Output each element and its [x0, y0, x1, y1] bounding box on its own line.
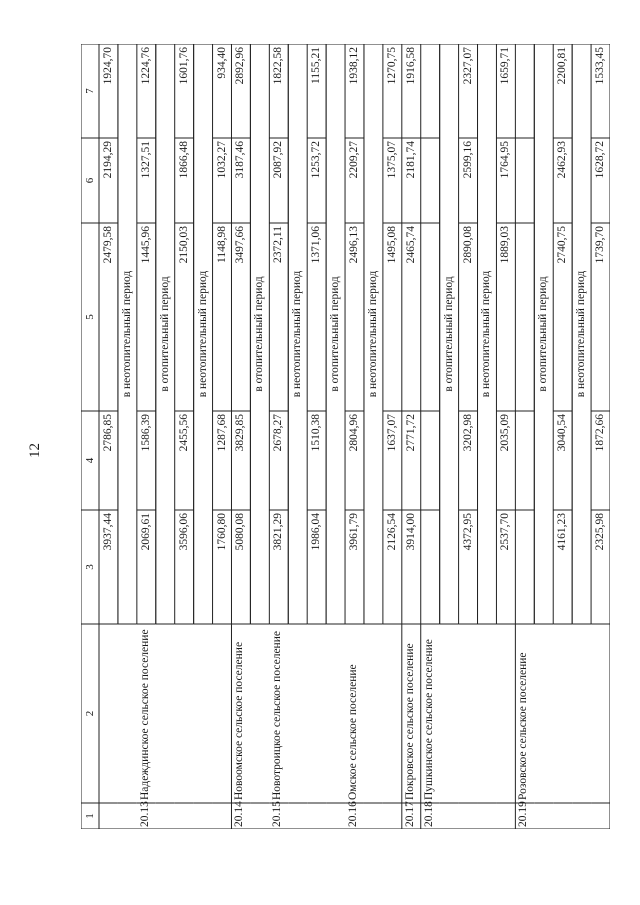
section-number: 20.13 [138, 801, 151, 827]
value-cell-col5: 1371,06 [310, 226, 323, 264]
settlement-name: Новоомское сельское поселение [233, 641, 246, 800]
value-cell-col4: 2804,96 [348, 414, 360, 452]
value-cell-col3: 3937,44 [101, 513, 114, 551]
settlement-name: Новотроицкое сельское поселение [271, 631, 284, 800]
settlement-name: Надеждинское сельское поселение [138, 629, 151, 800]
value-cell-col6: 2194,29 [101, 141, 114, 179]
page-number: 12 [27, 443, 43, 458]
settlement-name: Покровское сельское поселение [403, 643, 416, 800]
section-number: 20.17 [403, 801, 416, 827]
value-cell-col3: 4372,95 [461, 513, 474, 551]
value-cell-col5: 2479,58 [101, 226, 114, 264]
section-number: 20.19 [517, 801, 530, 827]
value-cell-col7: 934,40 [215, 47, 228, 79]
value-cell-col3: 3596,06 [177, 513, 190, 551]
value-cell-col6: 1253,72 [310, 141, 323, 179]
settlement-name: Розовское сельское поселение [517, 652, 530, 800]
header-cell-2: 2 [84, 710, 96, 717]
value-cell-col6: 1375,07 [385, 141, 398, 179]
value-cell-col5: 1495,08 [385, 226, 398, 264]
value-cell-col7: 1916,58 [404, 47, 417, 85]
value-cell-col4: 2771,72 [404, 414, 417, 452]
period-label: в неотопительный период [366, 270, 379, 398]
value-cell-col7: 1224,76 [139, 47, 152, 85]
value-cell-col7: 1601,76 [177, 47, 190, 85]
header-cell-3: 3 [84, 564, 96, 570]
value-cell-col7: 2327,07 [461, 47, 474, 85]
value-cell-col4: 1586,39 [139, 414, 152, 452]
header-cell-6: 6 [84, 177, 96, 184]
value-cell-col4: 2678,27 [272, 414, 285, 452]
value-cell-col3: 1760,80 [215, 513, 228, 551]
value-cell-col4: 2786,85 [101, 414, 114, 452]
value-cell-col4: 1637,07 [385, 414, 398, 452]
value-cell-col7: 1533,45 [594, 47, 607, 85]
value-cell-col7: 1270,75 [385, 47, 398, 85]
value-cell-col6: 2599,16 [461, 141, 474, 179]
header-cell-1: 1 [84, 813, 96, 819]
value-cell-col3: 2325,98 [594, 513, 607, 551]
header-cell-4: 4 [84, 457, 96, 464]
header-cell-7: 7 [84, 88, 96, 94]
period-label: в отопительный период [442, 276, 455, 392]
value-cell-col5: 2496,13 [348, 226, 360, 264]
value-cell-col3: 2537,70 [499, 513, 512, 551]
value-cell-col3: 2069,61 [139, 513, 152, 551]
value-cell-col4: 1510,38 [310, 414, 323, 452]
value-cell-col3: 1986,04 [310, 513, 323, 551]
value-cell-col5: 2465,74 [404, 226, 417, 264]
value-cell-col5: 1148,98 [215, 226, 228, 263]
value-cell-col5: 3497,66 [234, 226, 247, 264]
period-label: в неотопительный период [575, 270, 588, 398]
settlement-name: Пушкинское сельское поселение [422, 639, 435, 800]
period-label: в отопительный период [158, 276, 171, 392]
value-cell-col7: 2200,81 [556, 47, 569, 85]
value-cell-col3: 3821,29 [272, 513, 285, 551]
value-cell-col7: 1822,58 [272, 47, 285, 85]
period-label: в неотопительный период [196, 270, 209, 398]
value-cell-col3: 3914,00 [404, 513, 417, 551]
value-cell-col4: 3040,54 [556, 414, 569, 452]
value-cell-col6: 1866,48 [177, 141, 190, 179]
value-cell-col5: 1445,96 [139, 226, 152, 264]
value-cell-col5: 1739,70 [594, 226, 607, 264]
period-label: в отопительный период [537, 276, 550, 392]
value-cell-col6: 2462,93 [556, 141, 569, 179]
value-cell-col4: 3202,98 [461, 414, 474, 452]
value-cell-col3: 4161,23 [556, 513, 569, 551]
value-cell-col4: 3829,85 [234, 414, 247, 452]
value-cell-col6: 2087,92 [272, 141, 285, 179]
value-cell-col5: 1889,03 [499, 226, 512, 264]
rotated-page-area [81, 44, 610, 829]
value-cell-col4: 2035,09 [499, 414, 512, 452]
value-cell-col6: 1628,72 [594, 141, 607, 179]
value-cell-col3: 5080,08 [234, 513, 247, 551]
value-cell-col7: 1155,21 [310, 47, 323, 84]
period-label: в отопительный период [253, 276, 266, 392]
period-label: в неотопительный период [480, 270, 493, 398]
value-cell-col6: 3187,46 [234, 141, 247, 179]
tariff-table [81, 44, 610, 829]
period-label: в неотопительный период [120, 270, 133, 398]
value-cell-col7: 1659,71 [499, 47, 512, 85]
header-cell-5: 5 [84, 314, 96, 320]
period-label: в отопительный период [329, 276, 342, 392]
value-cell-col7: 2892,96 [234, 47, 247, 85]
value-cell-col3: 3961,79 [348, 513, 360, 551]
value-cell-col6: 1764,95 [499, 141, 512, 179]
value-cell-col4: 2455,56 [177, 414, 190, 452]
value-cell-col5: 2890,08 [461, 226, 474, 264]
value-cell-col5: 2150,03 [177, 226, 190, 264]
value-cell-col4: 1287,68 [215, 414, 228, 452]
value-cell-col6: 2209,27 [348, 141, 360, 179]
value-cell-col4: 1872,66 [594, 414, 607, 452]
settlement-name: Омское сельское поселение [347, 664, 360, 800]
value-cell-col7: 1938,12 [348, 47, 360, 85]
period-label: в неотопительный период [291, 270, 304, 398]
value-cell-col6: 2181,74 [404, 141, 417, 179]
section-number: 20.18 [422, 801, 435, 827]
section-number: 20.14 [233, 801, 246, 827]
value-cell-col6: 1032,27 [215, 141, 228, 179]
value-cell-col5: 2740,75 [556, 226, 569, 264]
value-cell-col3: 2126,54 [385, 513, 398, 551]
section-number: 20.16 [347, 801, 360, 827]
value-cell-col6: 1327,51 [139, 141, 152, 179]
value-cell-col5: 2372,11 [272, 226, 285, 263]
section-number: 20.15 [271, 801, 284, 827]
value-cell-col7: 1924,70 [101, 47, 114, 85]
